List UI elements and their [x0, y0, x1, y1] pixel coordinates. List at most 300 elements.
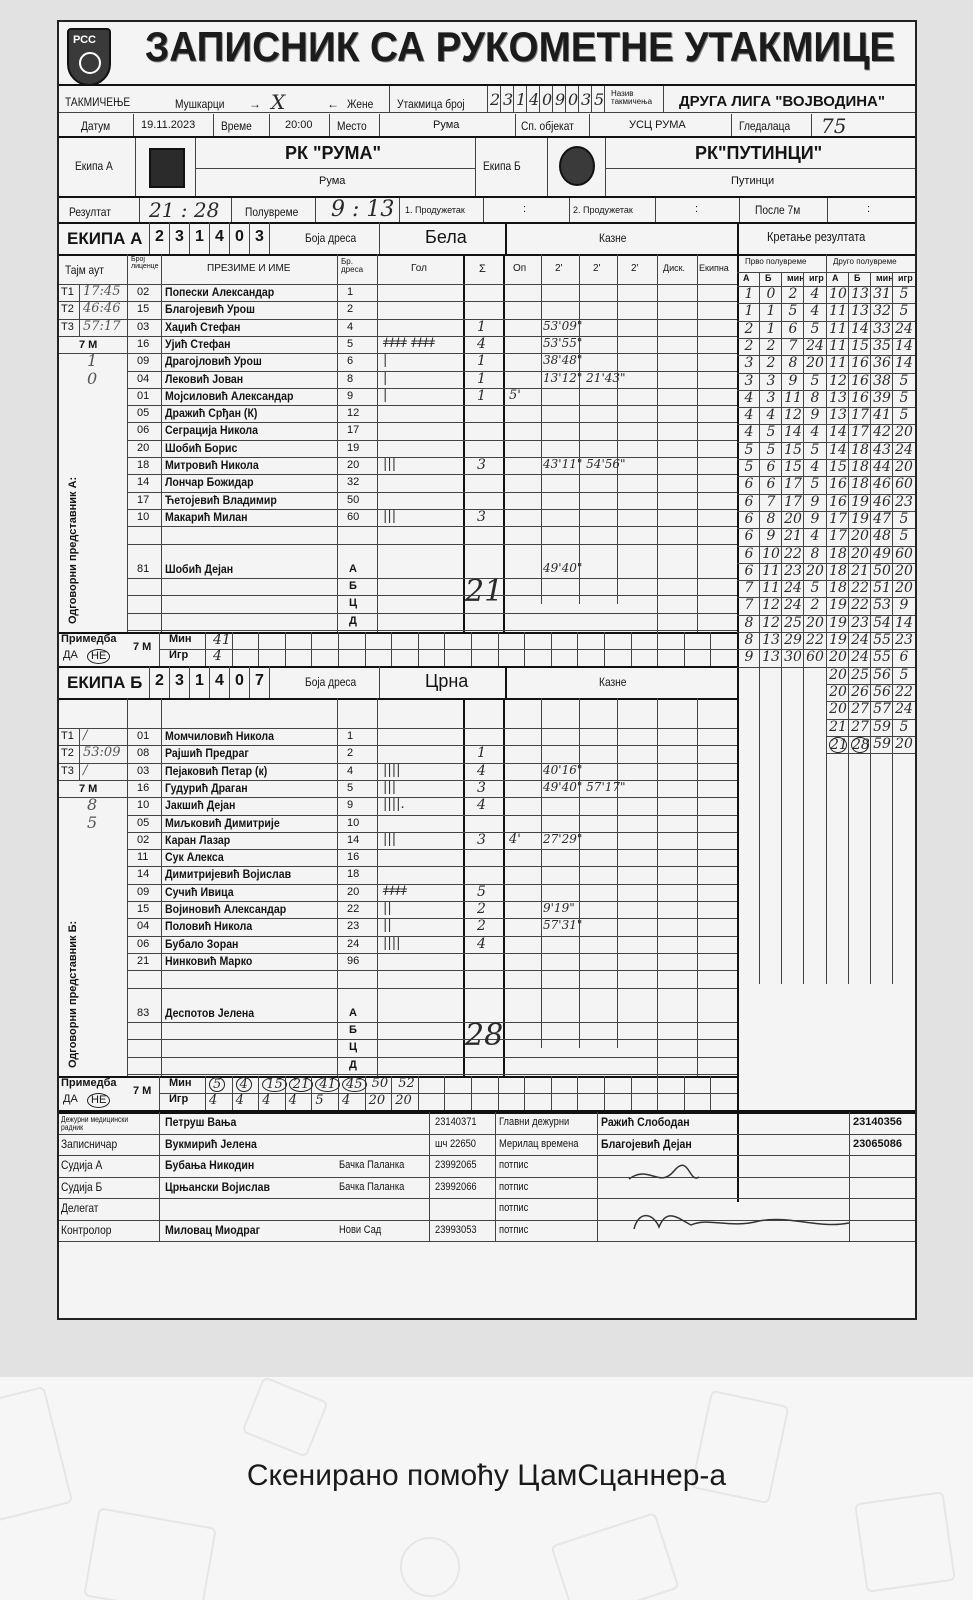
score-progress-cell: 5: [766, 424, 776, 441]
score-progress-cell: 28: [852, 736, 870, 753]
rule-line: [617, 698, 618, 1048]
score-progress-cell: 15: [784, 459, 802, 475]
score-progress-cell: 2: [788, 286, 798, 302]
team_a-remark-yes: ДА: [63, 649, 78, 661]
team_a-official-name: Шобић Дејан: [165, 561, 234, 576]
team_a-player-suspension: 53'09": [543, 318, 583, 333]
score-col-header: мин: [787, 273, 805, 283]
score-progress-cell: 5: [899, 286, 909, 302]
match-number-digit: 4: [529, 90, 540, 109]
rule-line: [337, 698, 338, 1078]
score-progress-cell: 22: [895, 683, 913, 700]
score-progress-cell: 11: [829, 337, 847, 354]
team_a-player-goals-tally: ǂǂǂǂ ǂǂǂǂ: [383, 335, 435, 351]
team_b-player-license: 11: [137, 851, 149, 864]
team_b-player-name: Миљковић Димитрије: [165, 815, 280, 830]
team_a-official-letter: А: [349, 562, 357, 575]
officials-row-role-license: 23140356: [853, 1116, 902, 1128]
team-a-city: Рума: [319, 175, 346, 187]
score-progress-cell: 19: [851, 510, 869, 527]
team_a-player-name: Лончар Божидар: [165, 475, 254, 490]
rule-line: [189, 666, 190, 698]
score-progress-cell: 11: [784, 389, 802, 406]
team_b-official-license: 83: [137, 1006, 150, 1019]
score-progress-cell: 20: [806, 355, 824, 372]
ot2-value: :: [695, 203, 699, 215]
team_b-player-suspension: 40'16": [543, 762, 583, 777]
rule-line: [161, 254, 162, 634]
score-progress-cell: 23: [895, 632, 913, 648]
score-progress-cell: 16: [851, 372, 869, 389]
rule-line: [338, 632, 339, 666]
score-progress-cell: 7: [766, 493, 776, 510]
team_b-player-jersey-no: 18: [347, 868, 360, 881]
rule-line: [500, 86, 501, 112]
score-progress-cell: 16: [829, 476, 847, 493]
score-progress-cell: 59: [873, 735, 891, 752]
team_b-player-license: 05: [137, 816, 150, 829]
team_a-7m-label: 7 М: [79, 338, 98, 351]
team_a-player-suspension: 43'11" 54'56": [543, 457, 626, 471]
team_a-official-letter: Б: [349, 580, 357, 593]
team_b-min-value: 4: [236, 1077, 252, 1092]
score-progress-cell: 25: [851, 666, 869, 683]
team_a-7m-value: 1: [87, 351, 98, 371]
score-progress-cell: 18: [829, 545, 847, 562]
signature-scribble-icon: [619, 1159, 859, 1239]
rule-line: [498, 1076, 499, 1110]
score-progress-cell: 49: [873, 545, 891, 562]
score-progress-cell: 7: [744, 597, 754, 614]
score-progress-cell: 24: [784, 597, 802, 614]
score-progress-cell: 27: [851, 718, 869, 735]
officials-row-name: Бубања Никодин: [165, 1158, 255, 1172]
score-progress-cell: 2: [810, 597, 820, 614]
team_b-player-name: Јакшић Дејан: [165, 798, 236, 813]
men-mark: X: [271, 90, 286, 114]
score-progress-cell: 23: [784, 562, 802, 579]
rule-line: [59, 1134, 915, 1135]
rule-line: [597, 1112, 598, 1241]
team_a-timeout-label: T2: [61, 303, 74, 316]
score-progress-cell: 33: [873, 320, 891, 337]
rule-line: [391, 1076, 392, 1110]
rule-line: [811, 114, 812, 136]
team_a-player-name: Ћетојевић Владимир: [165, 492, 277, 507]
team_a-player-goals-tally: |||: [383, 508, 397, 524]
team_b-official-name: Деспотов Јелена: [165, 1005, 255, 1020]
rule-line: [471, 632, 472, 666]
team_b-player-goals-tally: |||: [383, 779, 397, 795]
officials-row-license: 23140371: [435, 1116, 477, 1128]
rule-line: [379, 114, 380, 136]
team_b-player-goals-sum: 4: [477, 797, 486, 814]
rule-line: [803, 272, 804, 984]
officials-row-name: Миловац Миодраг: [165, 1222, 260, 1237]
score-progress-cell: 2: [766, 355, 776, 372]
officials-row-label: Делегат: [61, 1201, 99, 1215]
rule-line: [577, 632, 578, 666]
team_a-player-name: Сеграција Никола: [165, 423, 258, 438]
rule-line: [59, 728, 737, 729]
score-progress-cell: 8: [766, 510, 776, 527]
officials-row-name: Вукмирић Јелена: [165, 1136, 257, 1151]
team_b-player-goals-sum: 3: [477, 831, 486, 848]
rule-line: [127, 698, 128, 1078]
rule-line: [551, 1076, 552, 1110]
match-number-digit: 1: [516, 90, 527, 109]
rule-line: [663, 86, 664, 112]
rule-line: [577, 1076, 578, 1110]
score-progress-cell: 13: [762, 649, 780, 666]
team_b-player-license: 15: [137, 903, 150, 915]
rule-line: [429, 1112, 430, 1241]
team_a-player-name: Попески Александар: [165, 285, 275, 299]
team_a-player-goals-sum: 3: [477, 457, 486, 473]
officials-row-label: Записничар: [61, 1136, 118, 1151]
score-progress-cell: 22: [851, 597, 869, 614]
rule-line: [79, 745, 80, 762]
score-progress-cell: 20: [829, 666, 847, 683]
rule-line: [59, 745, 127, 746]
score-progress-cell: 20: [829, 701, 847, 718]
team_b-player-license: 16: [137, 781, 150, 794]
rule-line: [135, 138, 136, 196]
rule-line: [505, 666, 507, 698]
score-progress-cell: 24: [784, 580, 802, 597]
score-progress-cell: 19: [851, 493, 869, 510]
team_b-goals-total: 28: [465, 1017, 504, 1053]
team_b-player-goals-tally: |||: [383, 831, 397, 847]
match-record-sheet: [57, 20, 917, 1320]
score-progress-cell: 13: [829, 389, 847, 406]
rule-line: [59, 763, 127, 764]
score-progress-cell: 26: [851, 683, 869, 700]
team_b-official-letter: А: [349, 1006, 357, 1019]
team_b-player-goals-sum: 4: [477, 935, 486, 952]
officials-row-city: Бачка Паланка: [339, 1180, 405, 1193]
score-progress-cell: 7: [788, 337, 798, 354]
team_b-player-warning: 4': [509, 831, 521, 847]
team_b-player-name: Бубало Зоран: [165, 936, 239, 951]
score-progress-cell: 4: [744, 389, 754, 406]
score-progress-cell: 24: [851, 632, 869, 648]
score-progress-cell: 17: [784, 476, 802, 493]
team_b-official-letter: Ц: [349, 1041, 358, 1054]
team-b-city: Путинци: [731, 175, 775, 187]
team_a-disq-header: Диск.: [663, 263, 686, 273]
rule-line: [389, 86, 390, 112]
score-progress-cell: 15: [851, 337, 869, 354]
score-progress-cell: 1: [766, 303, 776, 320]
rule-line: [258, 632, 259, 666]
half-value: 9 : 13: [331, 197, 395, 222]
score-progress-cell: 0: [766, 286, 776, 302]
rule-line: [605, 168, 915, 169]
team_b-player-jersey-no: 22: [347, 903, 360, 915]
team_a-player-goals-sum: 3: [477, 508, 486, 525]
rule-line: [231, 198, 232, 222]
team_a-license-header: Број лиценце: [131, 256, 159, 270]
rule-line: [578, 86, 579, 112]
rule-line: [127, 1074, 737, 1075]
match-number-digit: 9: [555, 90, 566, 109]
team_b-player-name: Војиновић Александар: [165, 902, 287, 916]
score-progress-cell: 12: [762, 597, 780, 614]
footer-caption: Скенирано помоћу ЦамСцаннер-а: [246, 1459, 727, 1492]
team_a-min-value: 41: [213, 632, 231, 648]
rule-line: [59, 284, 737, 285]
rule-line: [589, 114, 590, 136]
rule-line: [365, 632, 366, 666]
team_a-player-name: Благојевић Урош: [165, 302, 255, 317]
officials-row-label: Судија А: [61, 1158, 103, 1172]
team_b-player-jersey-no: 14: [347, 833, 360, 846]
competition-name: ДРУГА ЛИГА "ВОЈВОДИНА": [679, 93, 886, 110]
team_a-player-goals-sum: 1: [477, 387, 486, 404]
second-half-label: Друго полувреме: [833, 257, 897, 266]
team_a-player-jersey-no: 50: [347, 493, 360, 506]
rule-line: [229, 222, 230, 254]
score-progress-cell: 21: [851, 562, 869, 579]
score-progress-cell: 14: [851, 320, 869, 337]
rule-line: [232, 1076, 233, 1110]
team_b-label: ЕКИПА Б: [67, 673, 143, 692]
rule-line: [258, 1076, 259, 1110]
rule-line: [391, 632, 392, 666]
team_a-player-jersey-no: 1: [347, 286, 354, 298]
rule-line: [684, 1076, 685, 1110]
score-progress-cell: 20: [806, 562, 824, 579]
team_a-7m-bottom-label: 7 М: [133, 641, 152, 653]
score-progress-cell: 22: [784, 545, 802, 562]
team_a-code-digit: 1: [195, 228, 204, 245]
team_a-player-name: Макарић Милан: [165, 509, 248, 524]
team_a-player-license: 10: [137, 510, 150, 523]
rule-line: [505, 222, 507, 254]
score-progress-cell: 5: [899, 666, 909, 683]
score-progress-cell: 9: [810, 510, 820, 527]
score-progress-cell: 5: [744, 459, 754, 475]
score-progress-cell: 42: [873, 424, 891, 441]
team-b-name: РК"ПУТИНЦИ": [695, 143, 823, 163]
officials-row-role: Главни дежурни: [499, 1116, 570, 1128]
score-progress-cell: 14: [895, 355, 913, 372]
team_a-player-jersey-no: 60: [347, 510, 360, 523]
rule-line: [209, 222, 210, 254]
score-progress-cell: 4: [766, 407, 776, 424]
rule-line: [159, 649, 737, 650]
team_a-player-jersey-no: 17: [347, 424, 360, 437]
officials-row-label: Контролор: [61, 1222, 112, 1237]
score-progress-cell: 6: [899, 649, 909, 666]
score-progress-cell: 9: [810, 493, 820, 510]
score-progress-cell: 13: [829, 407, 847, 424]
team_a-timeout-header: Тајм аут: [65, 263, 104, 277]
rule-line: [269, 666, 270, 698]
score-progress-cell: 3: [766, 372, 776, 389]
rule-line: [737, 222, 739, 1202]
rule-line: [133, 114, 134, 136]
team_b-player-goals-sum: 2: [477, 918, 486, 935]
team_b-player-jersey-no: 5: [347, 781, 354, 794]
score-progress-cell: 8: [810, 545, 820, 562]
result-value: 21 : 28: [149, 198, 220, 222]
rule-line: [379, 222, 380, 254]
rule-line: [781, 272, 782, 984]
team_a-player-license: 14: [137, 476, 150, 489]
score-progress-cell: 20: [895, 424, 913, 441]
team_b-code-digit: 3: [175, 672, 184, 689]
match-number-digit: 0: [568, 90, 579, 109]
score-progress-cell: 48: [873, 528, 891, 545]
rule-line: [195, 138, 196, 196]
team_a-player-license: 04: [137, 372, 150, 385]
rule-line: [604, 1076, 605, 1110]
score-progress-cell: 8: [810, 389, 820, 406]
team_b-igr-value: 4: [235, 1093, 244, 1108]
score-progress-cell: 5: [810, 441, 820, 458]
team_a-goal-header: Гол: [411, 263, 427, 274]
spectators-value: 75: [821, 114, 847, 138]
rule-line: [513, 86, 514, 112]
team_b-player-goals-sum: 1: [477, 745, 486, 762]
score-progress-cell: 5: [899, 528, 909, 545]
score-progress-cell: 38: [873, 372, 891, 389]
team_b-player-name: Димитријевић Војислав: [165, 867, 292, 882]
match-number-digit: 3: [581, 90, 592, 109]
score-progress-cell: 20: [851, 528, 869, 545]
team_b-timeout-value: /: [83, 762, 88, 778]
team_a-player-goals-tally: |: [383, 353, 388, 369]
score-progress-cell: 10: [762, 545, 780, 562]
rule-line: [59, 1241, 915, 1242]
rule-line: [59, 780, 127, 781]
score-progress-cell: 6: [744, 562, 754, 579]
score-progress-cell: 4: [810, 424, 820, 441]
score-progress-cell: 20: [806, 614, 824, 631]
rule-line: [59, 336, 127, 337]
score-progress-cell: 22: [806, 632, 824, 648]
score-progress-cell: 41: [873, 407, 891, 424]
score-progress-cell: 4: [744, 424, 754, 441]
score-progress-cell: 23: [895, 493, 913, 510]
score-progress-cell: 8: [788, 355, 798, 372]
score-progress-cell: 20: [829, 649, 847, 666]
rule-line: [848, 272, 849, 984]
federation-logo-icon: [67, 28, 111, 86]
rule-line: [59, 301, 127, 302]
rule-line: [579, 254, 580, 604]
team_a-player-jersey-no: 19: [347, 441, 360, 454]
score-progress-cell: 6: [744, 528, 754, 545]
score-progress-cell: 2: [744, 337, 754, 354]
score-progress-cell: 12: [784, 407, 802, 424]
rule-line: [539, 86, 540, 112]
team_a-igr-label: Игр: [169, 649, 189, 661]
team_a-player-name: Хаџић Стефан: [165, 319, 241, 334]
score-progress-cell: 20: [851, 545, 869, 562]
rule-line: [657, 1076, 658, 1110]
team_b-player-jersey-no: 20: [347, 885, 360, 898]
officials-row-license: 23992066: [435, 1180, 477, 1193]
score-progress-cell: 5: [899, 389, 909, 406]
team_b-player-license: 01: [137, 730, 150, 742]
officials-row-role: потпис: [499, 1223, 529, 1236]
officials-row-label: Судија Б: [61, 1179, 103, 1194]
team_a-player-jersey-no: 2: [347, 303, 354, 316]
team_b-min-value: 21: [289, 1077, 314, 1092]
team_b-jersey-label: Боја дреса: [305, 675, 357, 689]
team_b-timeout-value: /: [83, 728, 88, 743]
arrow-right-icon: →: [249, 97, 261, 111]
score-progress-cell: 36: [873, 355, 891, 372]
team_b-player-license: 09: [137, 885, 150, 898]
team_b-min-value: 5: [209, 1077, 225, 1092]
score-progress-cell: 4: [810, 528, 820, 545]
score-progress-cell: 5: [788, 303, 798, 320]
after7m-value: :: [867, 203, 871, 215]
date-label: Датум: [81, 119, 111, 133]
score-progress-cell: 11: [829, 355, 847, 372]
rule-line: [79, 728, 80, 745]
rule-line: [377, 698, 378, 1078]
score-progress-cell: 5: [810, 372, 820, 389]
team_a-sum-header: Σ: [479, 263, 486, 275]
team_b-player-license: 14: [137, 868, 150, 881]
rule-line: [657, 632, 658, 666]
rule-line: [127, 254, 128, 634]
score-progress-cell: 20: [829, 683, 847, 700]
rule-line: [127, 1022, 737, 1023]
team_a-player-goals-sum: 1: [477, 353, 486, 370]
match-number-digit: 3: [503, 90, 514, 109]
score-progress-cell: 6: [788, 320, 798, 337]
score-col-header: Б: [854, 273, 861, 283]
score-progress-cell: 24: [806, 337, 824, 354]
rule-line: [195, 168, 475, 169]
time-value: 20:00: [285, 119, 313, 131]
score-progress-cell: 21: [784, 528, 802, 545]
officials-row-license: 23993053: [435, 1223, 477, 1236]
team-b-label: Екипа Б: [483, 159, 521, 173]
score-progress-cell: 60: [895, 545, 913, 562]
score-col-header: игр: [898, 273, 913, 283]
team_b-penalties-label: Казне: [599, 675, 627, 689]
team_b-player-jersey-no: 2: [347, 747, 354, 760]
rule-line: [59, 319, 127, 320]
team_a-player-goals-sum: 4: [477, 335, 486, 352]
federation-logo-text: РСС: [73, 34, 96, 46]
score-progress-cell: 5: [899, 372, 909, 389]
score-col-header: Б: [765, 273, 772, 283]
score-col-header: мин: [876, 273, 894, 283]
score-progress-cell: 5: [766, 441, 776, 458]
score-progress-cell: 23: [851, 614, 869, 631]
score-progress-cell: 17: [851, 424, 869, 441]
rule-line: [159, 1112, 160, 1241]
officials-row-city: Нови Сад: [339, 1223, 382, 1236]
team_a-player-name: Шобић Борис: [165, 440, 238, 455]
team_b-player-goals-tally: ||: [383, 918, 392, 934]
team_a-player-jersey-no: 9: [347, 389, 354, 402]
competition-label: ТАКМИЧЕЊЕ: [65, 95, 131, 109]
team-a-logo-icon: [149, 148, 185, 188]
team_a-jersey-value: Бела: [425, 227, 467, 247]
venue-value: УСЦ РУМА: [629, 119, 686, 131]
rule-line: [59, 1112, 915, 1114]
team_b-player-name: Каран Лазар: [165, 832, 231, 847]
